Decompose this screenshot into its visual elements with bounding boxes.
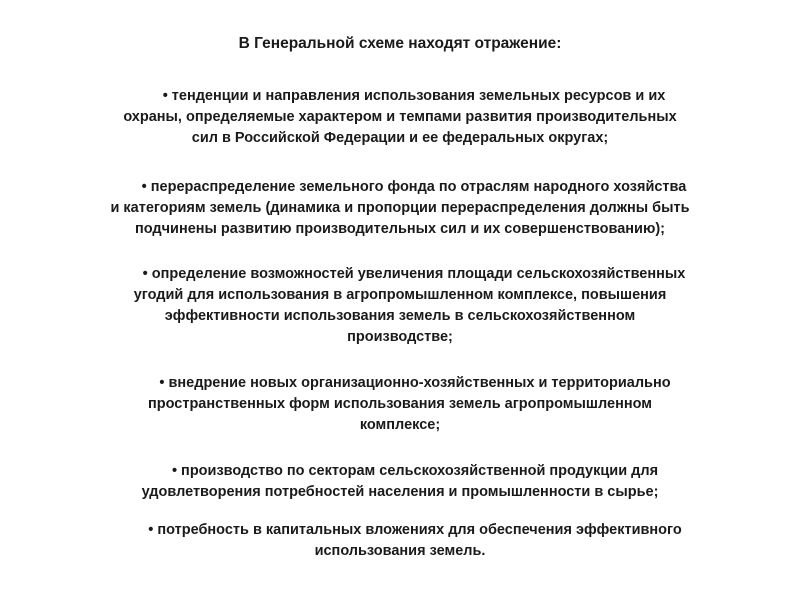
list-item-line: • производство по секторам сельскохозяйственной продукции для: [171, 463, 659, 479]
list-item-line: • определение возможностей увеличения площади сельскохозяйственных: [142, 266, 686, 282]
list-item-line: и категориям земель (динамика и пропорции перераспределения должны быть: [110, 200, 690, 216]
list-item: [0, 373, 800, 436]
list-item-line: эффективности использования земель в сельскохозяйственном: [164, 308, 636, 324]
list-item-line: подчинены развитию производительных сил и их совершенствованию);: [134, 221, 666, 237]
list-item: [0, 461, 800, 503]
page-title: В Генеральной схеме находят отражение:: [238, 35, 562, 52]
list-item-line: • перераспределение земельного фонда по отраслям народного хозяйства: [141, 179, 687, 195]
list-item: [0, 264, 800, 348]
list-item-line: • тенденции и направления использования земельных ресурсов и их: [162, 88, 666, 104]
list-item: [0, 177, 800, 240]
list-item: [0, 520, 800, 562]
list-item: [0, 86, 800, 149]
list-item-line: комплексе;: [359, 417, 441, 433]
list-item-line: удовлетворения потребностей населения и промышленности в сырье;: [141, 484, 659, 500]
list-item-line: использования земель.: [314, 543, 486, 559]
list-item-line: охраны, определяемые характером и темпами развития производительных: [123, 109, 677, 125]
list-item-line: • потребность в капитальных вложениях для обеспечения эффективного: [148, 522, 682, 538]
list-item-line: • внедрение новых организационно-хозяйственных и территориально: [159, 375, 671, 391]
list-item-line: угодий для использования в агропромышленном комплексе, повышения: [133, 287, 667, 303]
list-item-line: производстве;: [347, 329, 453, 345]
list-item-line: сил в Российской Федерации и ее федеральных округах;: [191, 130, 609, 146]
list-item-line: пространственных форм использования земель агропромышленном: [148, 396, 652, 412]
